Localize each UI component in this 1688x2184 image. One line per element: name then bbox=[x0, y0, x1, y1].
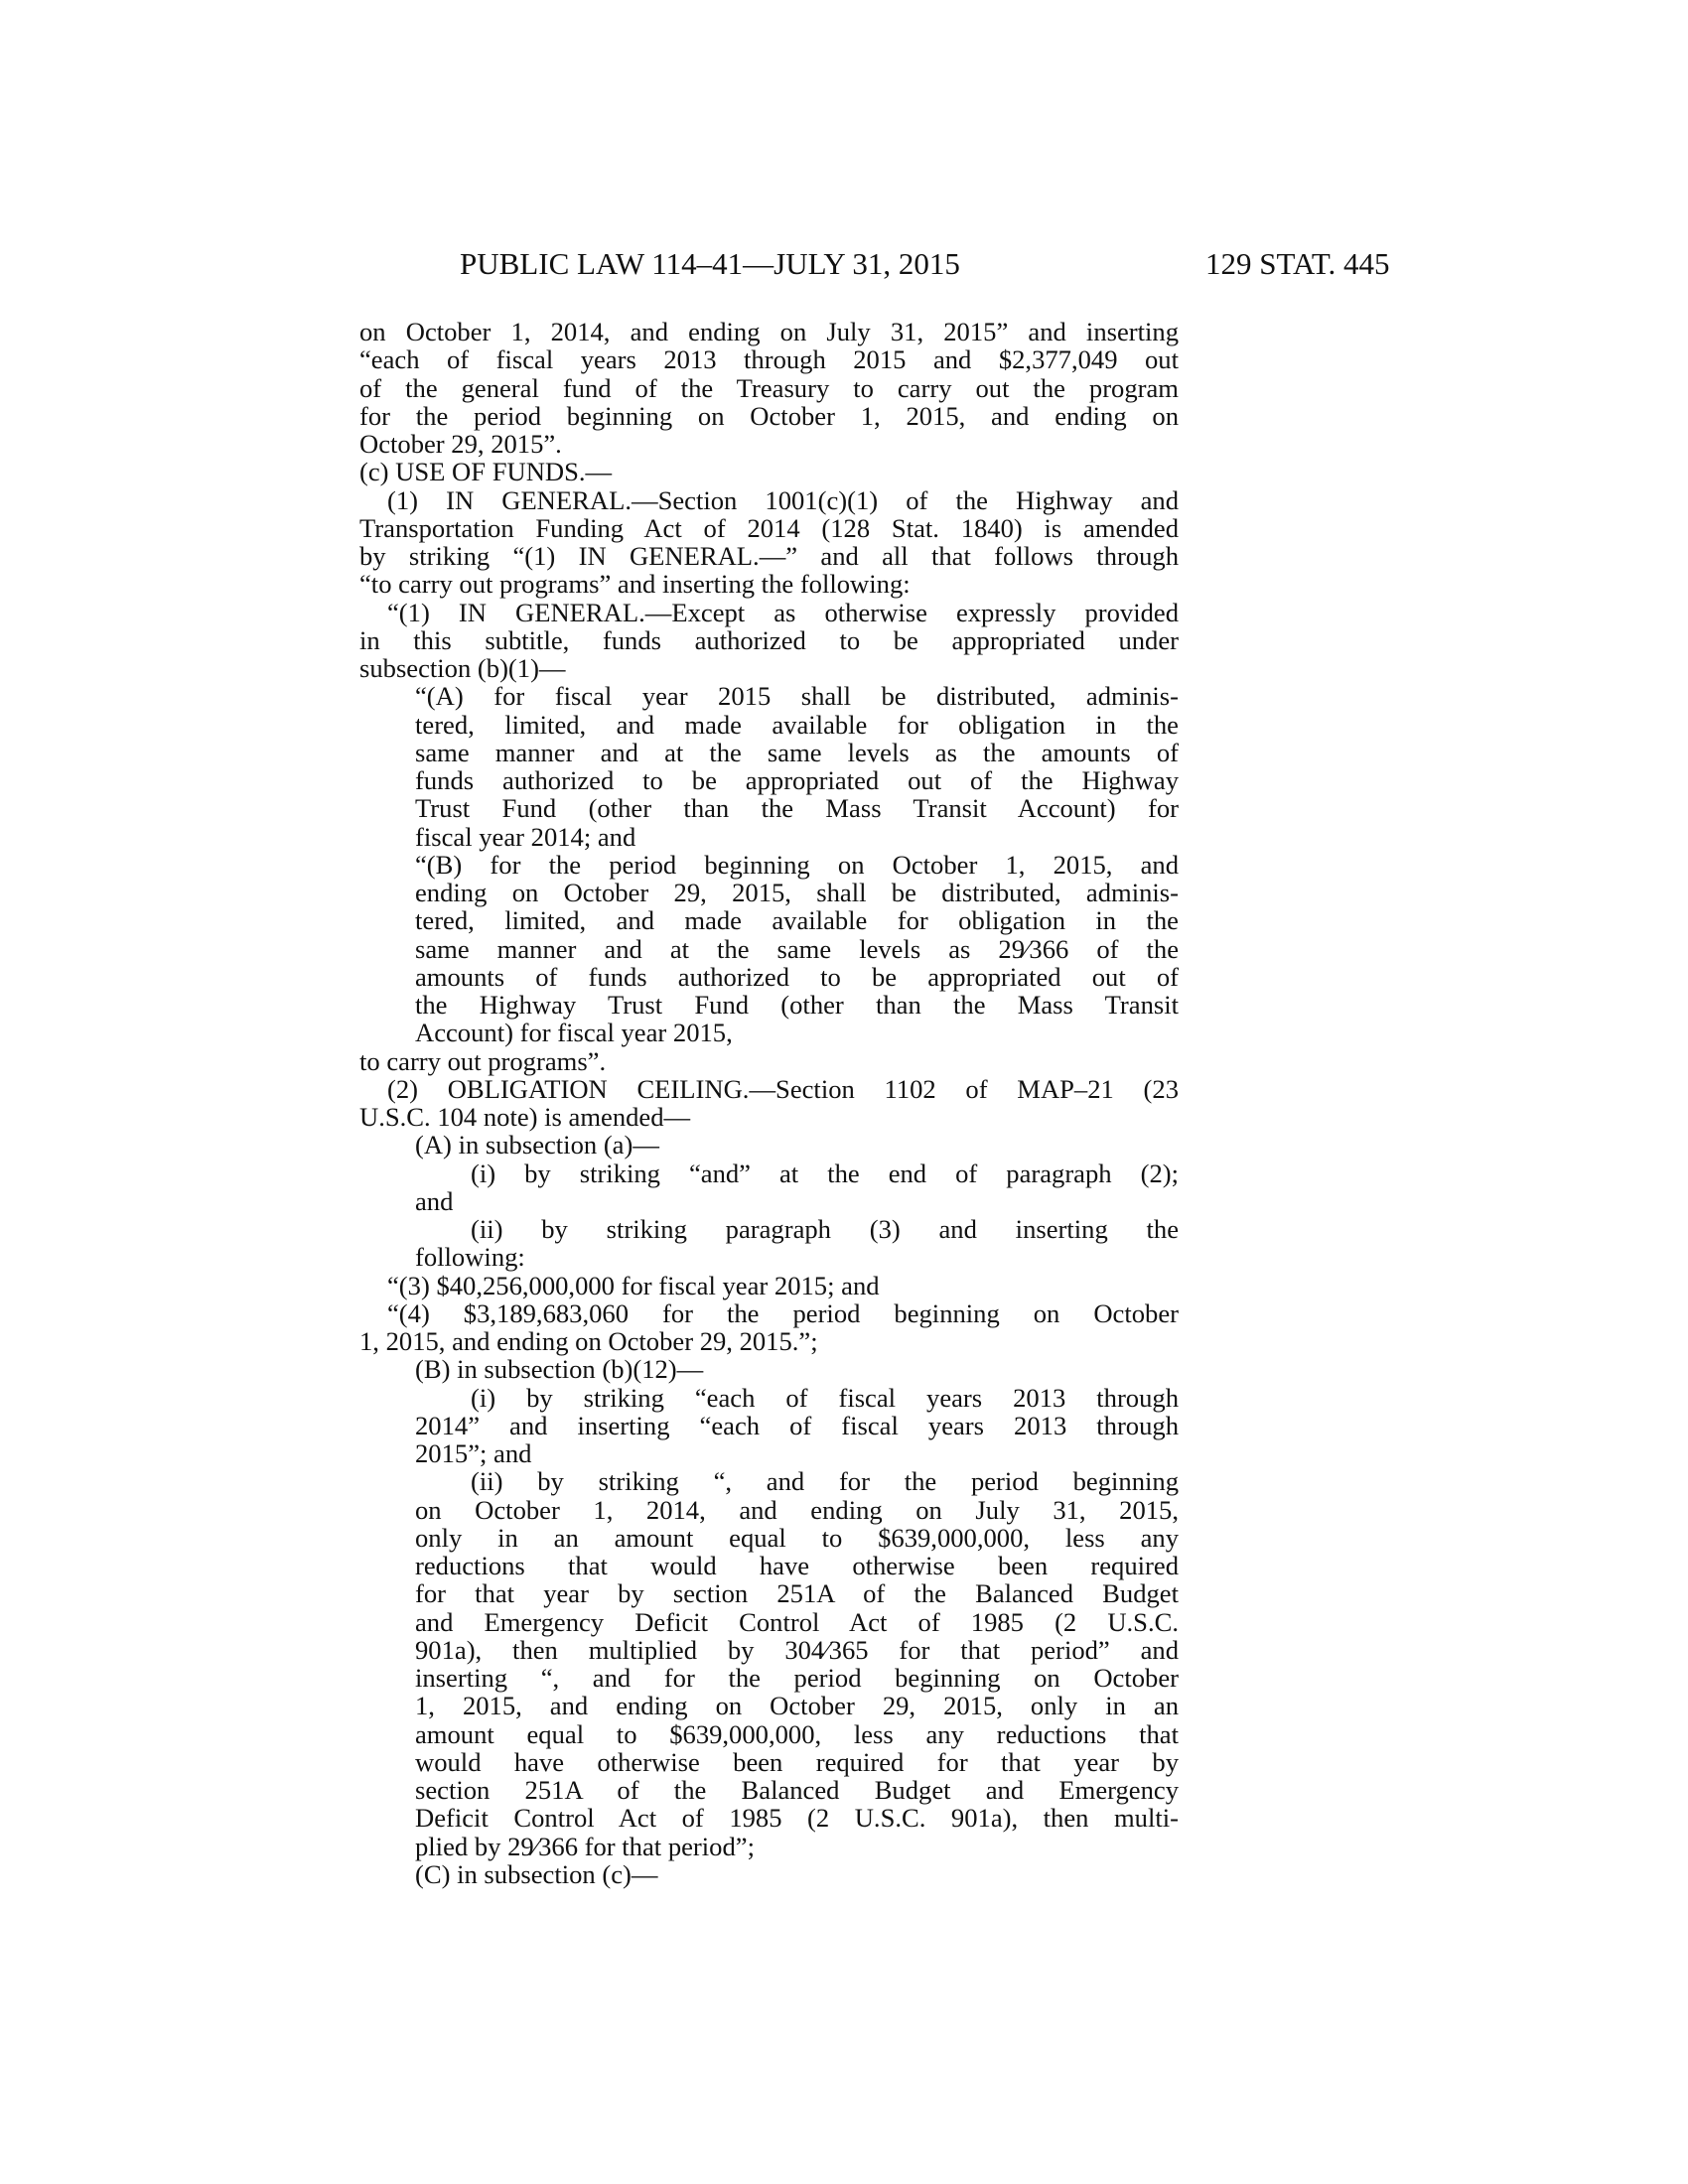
text-line: Account) for fiscal year 2015, bbox=[415, 1018, 733, 1048]
text-line: “(A) for fiscal year 2015 shall be distributed, adminis- bbox=[415, 681, 1179, 712]
text-line: tered, limited, and made available for obligation in the bbox=[415, 905, 1179, 936]
text-line: “(1) IN GENERAL.—Except as otherwise expressly provided bbox=[387, 597, 1179, 627]
text-line: (B) in subsection (b)(12)— bbox=[415, 1354, 704, 1385]
text-line: 2015”; and bbox=[415, 1438, 532, 1468]
text-line: 2014” and inserting “each of fiscal years 2013 through bbox=[415, 1410, 1179, 1440]
text-line: only in an amount equal to $639,000,000, less any bbox=[415, 1522, 1179, 1553]
text-line: Trust Fund (other than the Mass Transit Account) for bbox=[415, 793, 1179, 824]
text-line: to carry out programs”. bbox=[359, 1045, 607, 1076]
text-line: funds authorized to be appropriated out of the Highway bbox=[415, 765, 1179, 795]
text-line: in this subtitle, funds authorized to be appropriated under bbox=[359, 624, 1179, 655]
text-line: fiscal year 2014; and bbox=[415, 821, 636, 852]
text-line: 1, 2015, and ending on October 29, 2015, only in an bbox=[415, 1691, 1179, 1721]
text-line: section 251A of the Balanced Budget and Emergency bbox=[415, 1775, 1179, 1805]
text-line: plied by 29⁄366 for that period”; bbox=[415, 1831, 755, 1861]
header-title: PUBLIC LAW 114–41—JULY 31, 2015 bbox=[460, 246, 960, 281]
text-line: subsection (b)(1)— bbox=[359, 653, 566, 683]
text-line: (ii) by striking paragraph (3) and inserting the bbox=[471, 1214, 1179, 1244]
text-line: amounts of funds authorized to be appropriated out of bbox=[415, 961, 1179, 992]
text-line: (A) in subsection (a)— bbox=[415, 1130, 659, 1160]
statute-body bbox=[359, 318, 1179, 1888]
text-line: 1, 2015, and ending on October 29, 2015.”; bbox=[359, 1326, 818, 1356]
text-line: same manner and at the same levels as 29⁄366 of the bbox=[415, 933, 1179, 964]
text-line: “to carry out programs” and inserting the following: bbox=[359, 569, 911, 600]
text-line: Transportation Funding Act of 2014 (128 Stat. 1840) is amended bbox=[359, 512, 1179, 543]
text-line: and Emergency Deficit Control Act of 1985 (2 U.S.C. bbox=[415, 1606, 1179, 1637]
text-line: and bbox=[415, 1185, 454, 1216]
text-line: (i) by striking “each of fiscal years 2013 through bbox=[471, 1382, 1179, 1413]
text-line: (C) in subsection (c)— bbox=[415, 1858, 658, 1889]
text-line: by striking “(1) IN GENERAL.—” and all that follows through bbox=[359, 541, 1179, 571]
text-line: “each of fiscal years 2013 through 2015 and $2,377,049 out bbox=[359, 344, 1179, 375]
text-line: (1) IN GENERAL.—Section 1001(c)(1) of the Highway and bbox=[387, 484, 1179, 515]
text-line: same manner and at the same levels as the amounts of bbox=[415, 737, 1179, 767]
text-line: (2) OBLIGATION CEILING.—Section 1102 of MAP–21 (23 bbox=[387, 1073, 1179, 1104]
text-line: for that year by section 251A of the Balanced Budget bbox=[415, 1578, 1179, 1609]
text-line: (c) USE OF FUNDS.— bbox=[359, 457, 613, 487]
text-line: Deficit Control Act of 1985 (2 U.S.C. 901a), then multi- bbox=[415, 1803, 1179, 1834]
header-page-number: 129 STAT. 445 bbox=[1205, 246, 1390, 281]
running-header bbox=[0, 246, 1688, 286]
text-line: following: bbox=[415, 1242, 525, 1273]
text-line: inserting “, and for the period beginning on October bbox=[415, 1663, 1179, 1693]
text-line: U.S.C. 104 note) is amended— bbox=[359, 1102, 691, 1132]
text-line: October 29, 2015”. bbox=[359, 429, 562, 459]
text-line: on October 1, 2014, and ending on July 31, 2015” and inserting bbox=[359, 317, 1179, 346]
text-line: 901a), then multiplied by 304⁄365 for that period” and bbox=[415, 1634, 1179, 1665]
text-line: of the general fund of the Treasury to carry out the program bbox=[359, 372, 1179, 403]
text-line: (ii) by striking “, and for the period beginning bbox=[471, 1466, 1179, 1497]
text-line: on October 1, 2014, and ending on July 31, 2015, bbox=[415, 1494, 1179, 1525]
text-line: reductions that would have otherwise been required bbox=[415, 1551, 1179, 1580]
text-line: “(B) for the period beginning on October 1, 2015, and bbox=[415, 849, 1179, 880]
text-line: for the period beginning on October 1, 2015, and ending on bbox=[359, 400, 1179, 431]
text-line: “(3) $40,256,000,000 for fiscal year 2015; and bbox=[387, 1270, 880, 1300]
text-line: amount equal to $639,000,000, less any reductions that bbox=[415, 1718, 1179, 1749]
text-line: tered, limited, and made available for obligation in the bbox=[415, 709, 1179, 740]
text-line: (i) by striking “and” at the end of paragraph (2); bbox=[471, 1158, 1179, 1188]
text-line: would have otherwise been required for that year by bbox=[415, 1746, 1179, 1777]
text-line: ending on October 29, 2015, shall be distributed, adminis- bbox=[415, 878, 1179, 907]
text-line: “(4) $3,189,683,060 for the period beginning on October bbox=[387, 1297, 1179, 1328]
text-line: the Highway Trust Fund (other than the Mass Transit bbox=[415, 990, 1179, 1020]
